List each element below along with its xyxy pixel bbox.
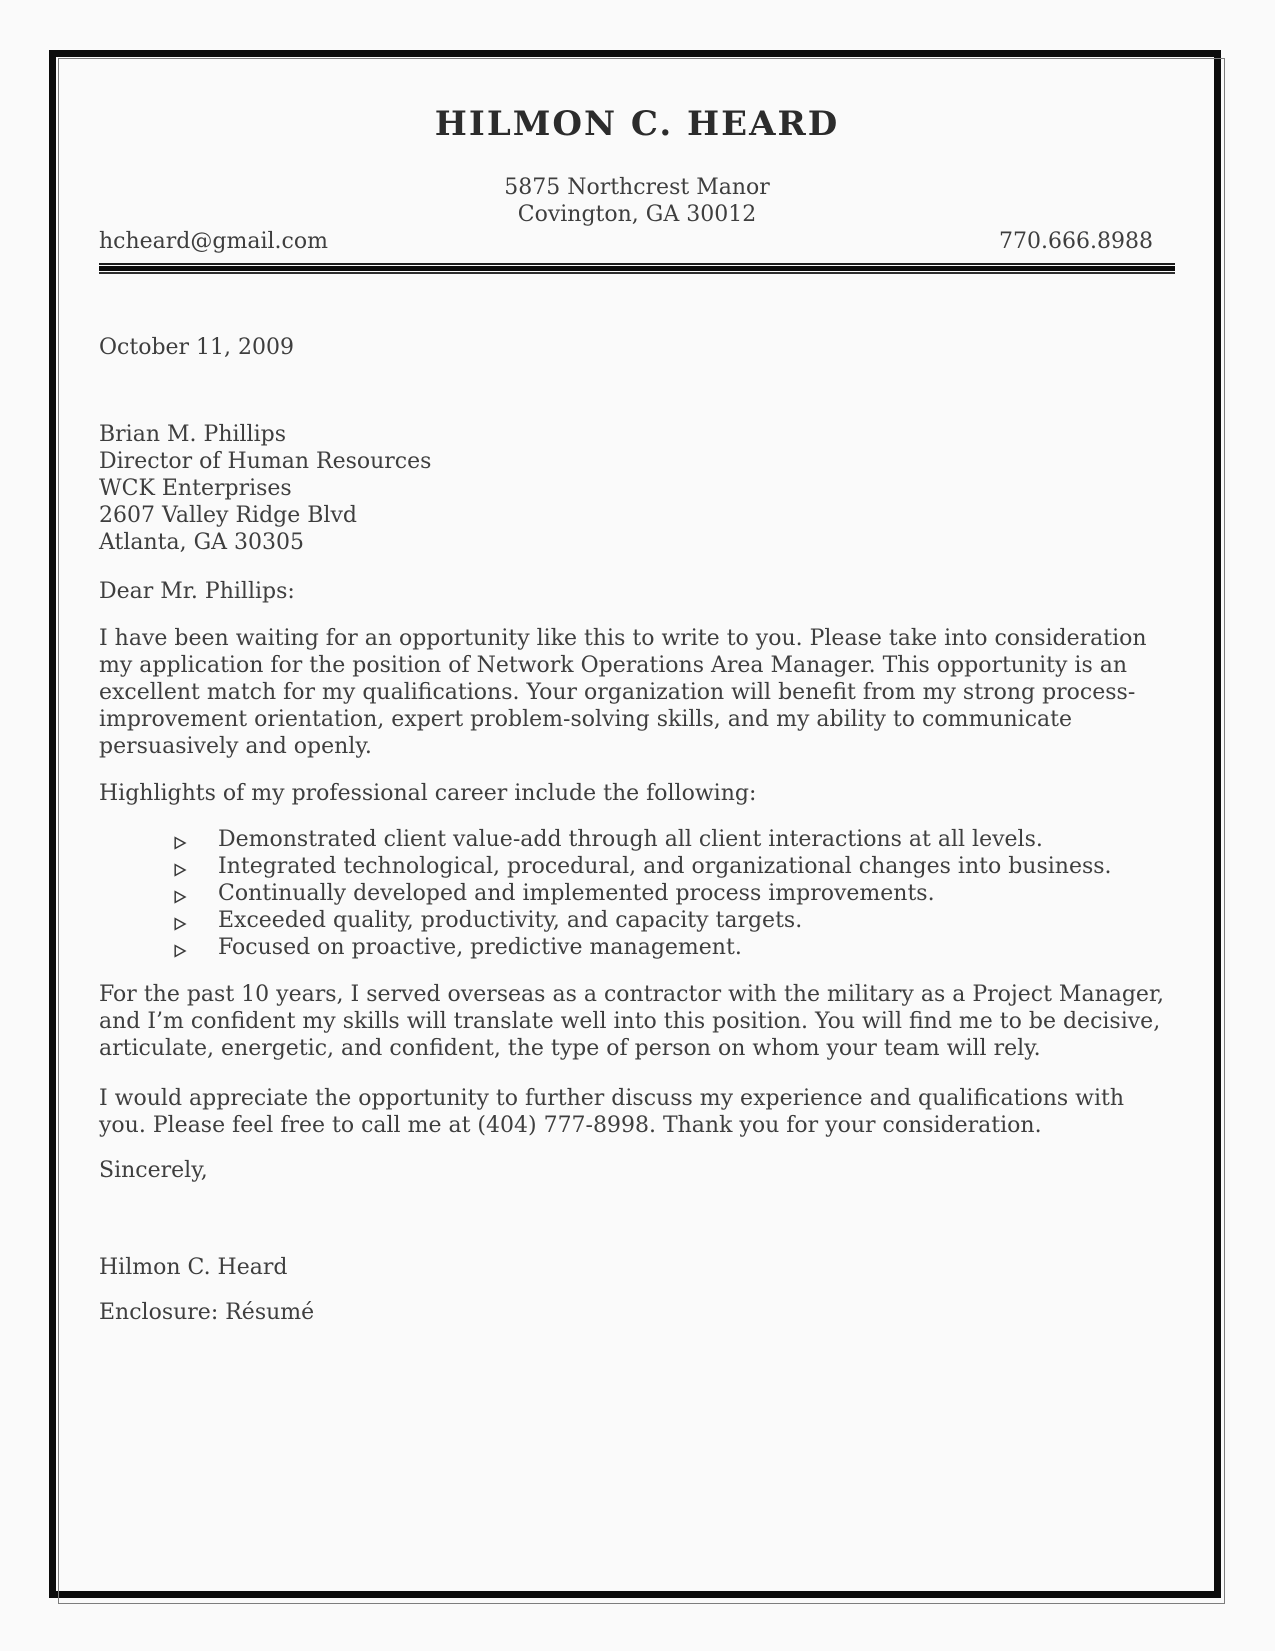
highlight-item [99,853,1175,880]
recipient-block [99,421,1175,556]
right-arrowhead-icon [172,831,188,847]
paragraph-intro: I have been waiting for an opportunity like this to write to you. Please take into consideration my application for the position of Network Operations Area Manager. This opportunity is an excellent match for my qualifications. Your organization will benefit from my strong process-improvement orientation, expert problem-solving skills, and my ability to communicate persuasively and openly. [99,626,1147,759]
highlight-text: Integrated technological, procedural, and organizational changes into business. [218,854,1112,879]
recipient-city: Atlanta, GA 30305 [99,530,305,555]
header-divider [99,263,1175,274]
highlight-text: Exceeded quality, productivity, and capacity targets. [218,908,803,933]
letterhead-phone: 770.666.8988 [999,229,1153,254]
enclosure-line: Enclosure: Résumé [99,1300,315,1325]
salutation: Dear Mr. Phillips: [99,579,295,604]
right-arrowhead-icon [172,885,188,901]
recipient-name: Brian M. Phillips [99,422,286,447]
right-arrowhead-icon [172,858,188,874]
highlights-intro: Highlights of my professional career include the following: [99,781,757,806]
letterhead-contact-row [99,228,1175,255]
recipient-title: Director of Human Resources [99,449,432,474]
right-arrowhead-icon [172,939,188,955]
letterhead [99,58,1175,274]
letter-content [99,58,1175,1326]
highlight-item [99,934,1175,961]
letterhead-address-line2: Covington, GA 30012 [517,202,757,227]
paragraph-experience: For the past 10 years, I served overseas as a contractor with the military as a Project Manager, and I’m confident my skills will translate well into this position. You will find me to be decisive, articulate, energetic, and confident, the type of person on whom your team will rely. [99,982,1165,1061]
recipient-company: WCK Enterprises [99,476,292,501]
highlight-text: Demonstrated client value-add through all client interactions at all levels. [218,827,1043,852]
letterhead-email: hcheard@gmail.com [99,229,328,254]
highlight-text: Focused on proactive, predictive management. [218,935,742,960]
highlights-list [99,826,1175,961]
letter-date: October 11, 2009 [99,335,295,360]
letterhead-name: HILMON C. HEARD [434,104,840,144]
signature-name: Hilmon C. Heard [99,1255,288,1280]
divider-thin-bottom [99,272,1175,274]
highlight-text: Continually developed and implemented process improvements. [218,881,935,906]
highlight-item [99,907,1175,934]
letterhead-address-line1: 5875 Northcrest Manor [504,175,770,200]
recipient-street: 2607 Valley Ridge Blvd [99,503,357,528]
paragraph-callto: I would appreciate the opportunity to further discuss my experience and qualifications with you. Please feel free to call me at (404) 777-8998. Thank you for your consideration. [99,1086,1125,1138]
highlight-item [99,880,1175,907]
highlight-item [99,826,1175,853]
closing: Sincerely, [99,1158,208,1183]
right-arrowhead-icon [172,912,188,928]
letterhead-address [99,174,1175,228]
